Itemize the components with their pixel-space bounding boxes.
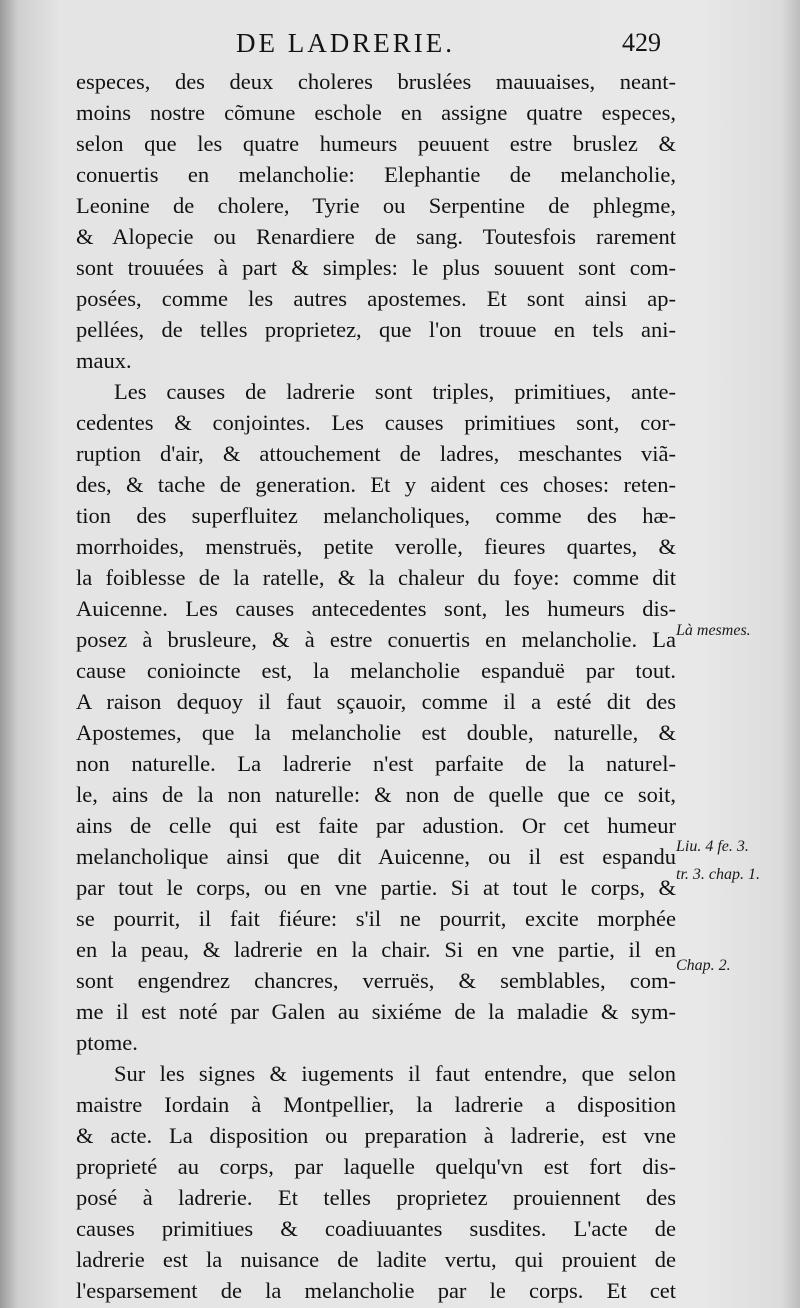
text-line: selon que les quatre humeurs peuuent estre bruslez & [76,131,676,156]
text-line: Apostemes, que la melancholie est double, naturelle, & [76,720,676,745]
text-line: tion des superfluitez melancholiques, comme des hæ- [76,503,676,528]
text-line: se pourrit, il fait fiéure: s'il ne pourrit, excite morphée [76,906,676,931]
text-line: especes, des deux choleres bruslées mauuaises, neant- [76,69,676,94]
page-header [0,24,800,60]
margin-note: Chap. 2. [676,957,731,974]
body-text [76,66,676,1306]
text-line: causes primitiues & coadiuuantes susdites. L'acte de [76,1216,676,1241]
text-line: maistre Iordain à Montpellier, la ladrerie a disposition [76,1092,676,1117]
margin-note: Liu. 4 fe. 3. [676,838,749,855]
text-line: sont engendrez chancres, verruës, & semblables, com- [76,968,676,993]
text-line: A raison dequoy il faut sçauoir, comme il a esté dit des [76,689,676,714]
text-line: des, & tache de generation. Et y aident ces choses: reten- [76,472,676,497]
text-line: cause conioincte est, la melancholie espanduë par tout. [76,658,676,683]
text-line: ains de celle qui est faite par adustion. Or cet humeur [76,813,676,838]
paragraph-first-line: Les causes de ladrerie sont triples, primitiues, ante- [114,379,676,404]
text-line: & acte. La disposition ou preparation à ladrerie, est vne [76,1123,676,1148]
text-line: ladrerie est la nuisance de ladite vertu, qui prouient de [76,1247,676,1272]
text-line: moins nostre cõmune eschole en assigne quatre especes, [76,100,676,125]
text-line: Leonine de cholere, Tyrie ou Serpentine de phlegme, [76,193,676,218]
text-line: maux. [76,348,132,373]
text-line: en la peau, & ladrerie en la chair. Si en vne partie, il en [76,937,676,962]
text-line: ptome. [76,1030,138,1055]
text-line: par tout le corps, ou en vne partie. Si at tout le corps, & [76,875,676,900]
text-line: Auicenne. Les causes antecedentes sont, les humeurs dis- [76,596,676,621]
text-line: conuertis en melancholie: Elephantie de melancholie, [76,162,676,187]
text-line: & Alopecie ou Renardiere de sang. Toutesfois rarement [76,224,676,249]
margin-note: tr. 3. chap. 1. [676,866,760,883]
text-line: morrhoides, menstruës, petite verolle, fieures quartes, & [76,534,676,559]
text-line: posez à brusleure, & à estre conuertis en melancholie. La [76,627,676,652]
text-line: posées, comme les autres apostemes. Et sont ainsi ap- [76,286,676,311]
paragraph-first-line: Sur les signes & iugements il faut entendre, que selon [114,1061,676,1086]
text-line: pellées, de telles proprietez, que l'on trouue en tels ani- [76,317,676,342]
page-number: 429 [622,28,661,57]
text-line: non naturelle. La ladrerie n'est parfaite de la naturel- [76,751,676,776]
text-line: proprieté au corps, par laquelle quelqu'vn est fort dis- [76,1154,676,1179]
text-line: l'esparsement de la melancholie par le corps. Et cet [76,1278,676,1303]
text-line: ruption d'air, & attouchement de ladres, meschantes viã- [76,441,676,466]
margin-note: Là mesmes. [676,622,751,639]
text-line: melancholique ainsi que dit Auicenne, ou il est espandu [76,844,676,869]
text-line: le, ains de la non naturelle: & non de quelle que ce soit, [76,782,676,807]
text-line: posé à ladrerie. Et telles proprietez prouiennent des [76,1185,676,1210]
running-title: DE LADRERIE. [236,28,455,58]
text-line: la foiblesse de la ratelle, & la chaleur du foye: comme dit [76,565,676,590]
text-line: cedentes & conjointes. Les causes primitiues sont, cor- [76,410,676,435]
text-line: sont trouuées à part & simples: le plus souuent sont com- [76,255,676,280]
text-line: me il est noté par Galen au sixiéme de la maladie & sym- [76,999,676,1024]
